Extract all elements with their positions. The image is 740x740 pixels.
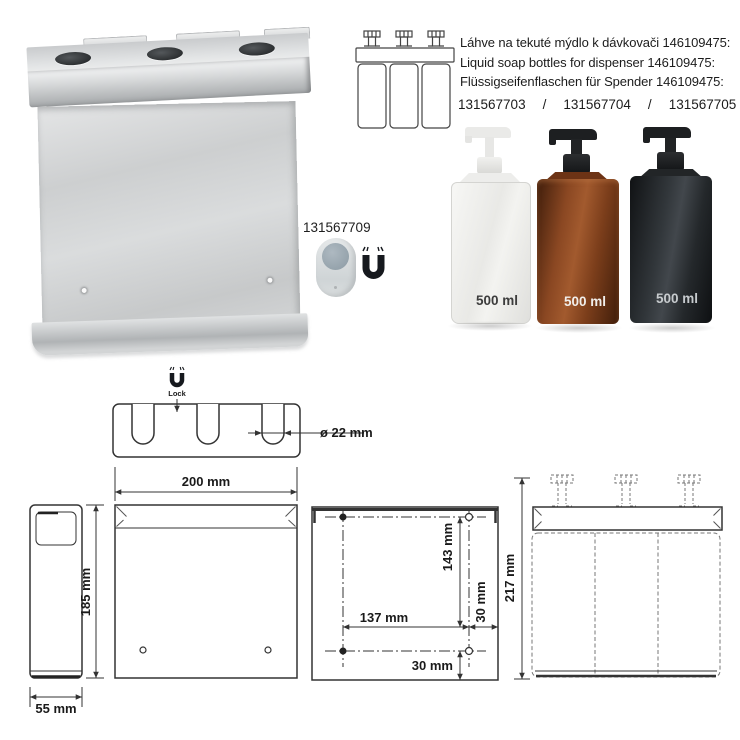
- bottle-part-numbers: [458, 97, 736, 112]
- screw-hole: [267, 278, 272, 283]
- dim-hole-right-offset: 30 mm: [473, 581, 488, 623]
- dim-depth: 55 mm: [35, 701, 77, 716]
- part-number: 131567703: [458, 97, 526, 112]
- dim-hole-bottom-offset: 30 mm: [411, 658, 453, 673]
- info-line-cz: Láhve na tekuté mýdlo k dávkovači 146109475:: [460, 35, 731, 50]
- dim-hole-h-spacing: 137 mm: [359, 610, 409, 625]
- drilling-plan-drawing: [312, 507, 498, 680]
- outline-pump: [364, 31, 380, 46]
- pump-spout: [643, 127, 691, 138]
- front-view-drawing: [115, 505, 297, 678]
- bottle-shadow: [447, 321, 533, 331]
- magnet-disc: [322, 243, 349, 270]
- pump-nozzle: [643, 136, 650, 143]
- side-view-drawing: [30, 505, 82, 678]
- lock-label: Lock: [168, 389, 186, 398]
- pump-nozzle: [549, 138, 556, 145]
- info-line-de: Flüssigseifenflaschen für Spender 146109475:: [460, 74, 724, 89]
- holder-top-bar: [26, 33, 311, 110]
- info-line-en: Liquid soap bottles for dispenser 146109475:: [460, 54, 716, 70]
- pump-collar: [563, 154, 590, 174]
- technical-drawings: [0, 355, 740, 740]
- holder-body-panel: [37, 101, 300, 333]
- outline-bottle: [390, 64, 418, 128]
- bottle-shadow: [628, 323, 716, 333]
- dashed-bottles: [532, 533, 720, 677]
- outline-pump: [428, 31, 444, 46]
- pump-collar: [477, 157, 502, 174]
- bottle-slot-hole: [147, 46, 184, 61]
- pump-nozzle: [465, 136, 472, 143]
- bottle-black: [627, 125, 727, 335]
- dim-hole-v-spacing: 143 mm: [440, 522, 455, 572]
- bottle-white: [447, 127, 547, 337]
- bottles-outline-drawing: [354, 28, 456, 132]
- outline-bottle: [358, 64, 386, 128]
- magnet-pill-photo: [316, 238, 356, 297]
- lock-magnet-icon: [168, 367, 186, 412]
- part-number: 131567705: [668, 97, 737, 112]
- hole-spacing-dims: [343, 517, 498, 680]
- holder-photo: [20, 30, 318, 338]
- bottle-shadow: [535, 323, 623, 333]
- dim-total-height: 217 mm: [502, 553, 517, 603]
- outline-bottle: [422, 64, 450, 128]
- magnet-icon: [357, 246, 389, 290]
- dim-width: 200 mm: [181, 474, 231, 489]
- pump-collar: [657, 152, 684, 171]
- separator: /: [647, 97, 652, 112]
- pump-stem: [571, 139, 582, 155]
- top-view-drawing: [113, 404, 300, 457]
- outline-pump: [396, 31, 412, 46]
- pump-stem: [665, 138, 676, 153]
- separator: /: [542, 97, 547, 112]
- assembled-view-drawing: [502, 475, 722, 679]
- screw-hole: [82, 288, 87, 293]
- magnet-part-number: 131567709: [303, 220, 371, 235]
- dim-height: 185 mm: [78, 567, 93, 617]
- info-text-block: [460, 33, 740, 92]
- bottle-amber: [535, 127, 635, 337]
- width-dim: [115, 467, 297, 501]
- bottle-slot-hole: [238, 42, 275, 57]
- volume-label: 500 ml: [563, 294, 607, 309]
- part-number: 131567704: [563, 97, 631, 112]
- magnet-pin: [334, 286, 337, 289]
- bottle-slot-hole: [55, 51, 92, 66]
- pump-stem: [485, 137, 494, 158]
- dim-hole-diameter: ø 22 mm: [320, 425, 373, 440]
- dashed-pumps: [551, 475, 700, 506]
- volume-label: 500 ml: [475, 293, 519, 308]
- depth-dim: [30, 687, 82, 716]
- outline-bar: [356, 48, 454, 62]
- volume-label: 500 ml: [655, 291, 699, 306]
